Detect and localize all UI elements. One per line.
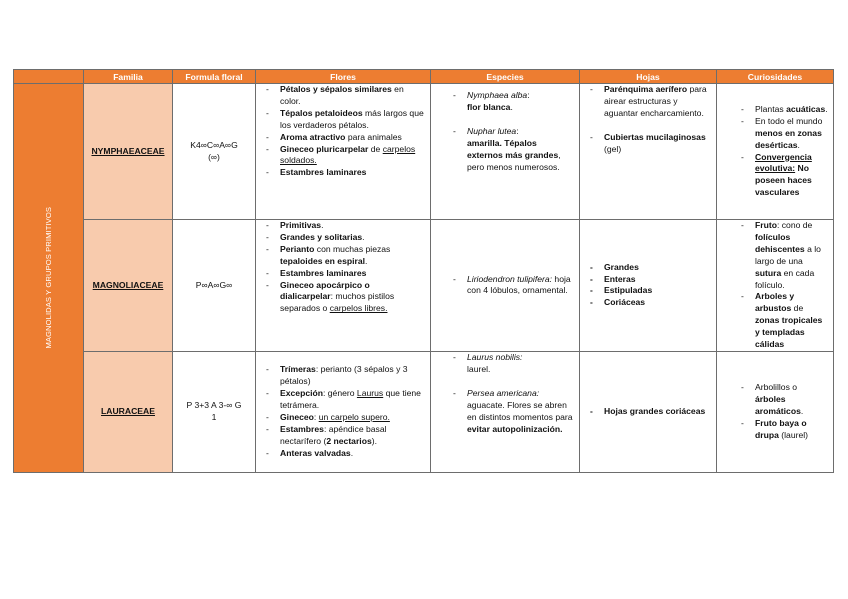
- list-item: - Trímeras: perianto (3 sépalos y 3 pétalos): [262, 364, 424, 388]
- hojas-cell: [580, 220, 717, 352]
- table-row: [14, 351, 834, 472]
- header-familia: Familia: [84, 70, 173, 84]
- list-item: - Gineceo: un carpelo supero.: [262, 412, 424, 424]
- flores-cell: [256, 220, 431, 352]
- curiosidades-cell: [717, 84, 834, 220]
- curiosidades-cell: [717, 220, 834, 352]
- list-item: - Arbolillos o árboles aromáticos.: [737, 382, 829, 418]
- list-item: - Gineceo pluricarpelar de carpelos soldados.: [262, 144, 424, 168]
- list-item: - Fruto baya o drupa (laurel): [737, 418, 829, 442]
- list-item: - Aroma atractivo para animales: [262, 132, 424, 144]
- list-item: - Convergencia evolutiva: No poseen haces vasculares: [737, 152, 829, 200]
- formula-text: P∞A∞G∞: [195, 279, 233, 290]
- floral-formula: [173, 220, 256, 352]
- list-item: - Estambres: apéndice basal nectarífero (2 nectarios).: [262, 424, 424, 448]
- list-item: - Persea americana: aguacate. Flores se abren en distintos momentos para evitar autopolinización.: [449, 388, 573, 436]
- list-item: - Enteras: [586, 274, 710, 286]
- list-item: - Pétalos y sépalos similares en color.: [262, 84, 424, 108]
- header-row: [14, 70, 834, 84]
- family-name: MAGNOLIACEAE: [84, 220, 173, 352]
- floral-formula: [173, 84, 256, 220]
- header-hojas: Hojas: [580, 70, 717, 84]
- list-item: - Tépalos petaloideos más largos que los verdaderos pétalos.: [262, 108, 424, 132]
- list-item: - Estipuladas: [586, 285, 710, 297]
- hojas-cell: [580, 351, 717, 472]
- list-item: - Primitivas.: [262, 220, 424, 232]
- list-item: - Laurus nobilis: laurel.: [449, 352, 573, 376]
- group-label-cell: [14, 84, 84, 473]
- formula-text-2: 1: [211, 411, 217, 422]
- list-item: - Hojas grandes coriáceas: [586, 406, 710, 418]
- header-curiosidades: Curiosidades: [717, 70, 834, 84]
- list-item: - Fruto: cono de folículos dehiscentes a lo largo de una sutura en cada folículo.: [737, 220, 829, 291]
- list-item: - Grandes y solitarias.: [262, 232, 424, 244]
- list-item: - Nuphar lutea: amarilla. Tépalos externos más grandes, pero menos numerosos.: [449, 126, 573, 174]
- formula-text: K4∞C∞A∞G: [190, 139, 238, 150]
- header-flores: Flores: [256, 70, 431, 84]
- table-row: [14, 220, 834, 352]
- curiosidades-cell: [717, 351, 834, 472]
- flores-cell: [256, 351, 431, 472]
- especies-cell: [431, 84, 580, 220]
- header-formula: Formula floral: [173, 70, 256, 84]
- list-item: - Anteras valvadas.: [262, 448, 424, 460]
- list-item: - Parénquima aerífero para airear estructuras y aguantar encharcamiento.: [586, 84, 710, 120]
- formula-text-2: (∞): [208, 151, 220, 162]
- list-item: - Grandes: [586, 262, 710, 274]
- table-row: [14, 84, 834, 220]
- header-corner: [14, 70, 84, 84]
- list-item: - Plantas acuáticas.: [737, 104, 829, 116]
- list-item: - Excepción: género Laurus que tiene tetrámera.: [262, 388, 424, 412]
- list-item: - Perianto con muchas piezas tepaloides en espiral.: [262, 244, 424, 268]
- plant-families-table: [13, 69, 834, 473]
- especies-cell: [431, 220, 580, 352]
- header-especies: Especies: [431, 70, 580, 84]
- hojas-cell: [580, 84, 717, 220]
- list-item: - Cubiertas mucilaginosas (gel): [586, 132, 710, 156]
- floral-formula: [173, 351, 256, 472]
- list-item: - Arboles y arbustos de zonas tropicales y templadas cálidas: [737, 291, 829, 351]
- list-item: - Gineceo apocárpico o dialicarpelar: muchos pistilos separados o carpelos libres.: [262, 280, 424, 316]
- especies-cell: [431, 351, 580, 472]
- family-name: NYMPHAEACEAE: [84, 84, 173, 220]
- list-item: - Nymphaea alba: flor blanca.: [449, 90, 573, 114]
- list-item: - En todo el mundo menos en zonas desérticas.: [737, 116, 829, 152]
- family-name: LAURACEAE: [84, 351, 173, 472]
- formula-text: P 3+3 A 3-∞ G: [186, 400, 242, 411]
- list-item: - Estambres laminares: [262, 167, 424, 179]
- group-label: MAGNOLIDAS Y GRUPOS PRIMITIVOS: [43, 207, 53, 349]
- list-item: - Liriodendron tulipifera: hoja con 4 lóbulos, ornamental.: [449, 274, 573, 298]
- list-item: - Coriáceas: [586, 297, 710, 309]
- list-item: - Estambres laminares: [262, 268, 424, 280]
- flores-cell: [256, 84, 431, 220]
